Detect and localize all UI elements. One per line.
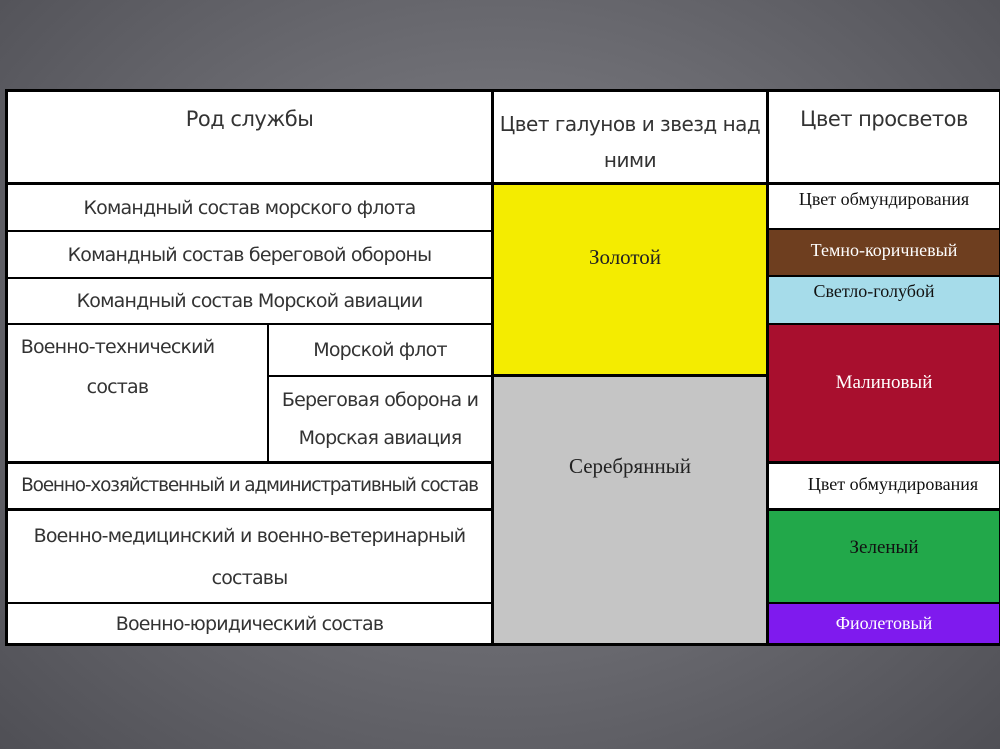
gap-uniform-1 [769,185,999,228]
header-stripe-color-line1: Цвет галунов и звезд над [499,112,761,136]
stripe-silver-cell [494,377,766,643]
stripe-gold-cell [494,185,766,374]
row-admin-staff [8,464,491,508]
row-legal-staff [8,604,491,643]
row-tech-coastal [269,377,491,461]
row-aviation-command-text: Командный состав Морской авиации [76,290,423,312]
row-tech-navy-text: Морской флот [313,339,447,361]
gap-uniform-2-text: Цвет обмундирования [807,473,979,494]
gap-light-blue [769,277,999,323]
stripe-silver-text: Серебрянный [568,454,692,478]
gap-dark-brown [769,230,999,275]
row-tech-coastal-line1: Береговая оборона и [281,389,479,411]
gap-violet [769,604,999,643]
row-tech-staff [8,325,267,461]
header-gap-color [769,92,999,182]
header-service-branch-text: Род службы [185,107,314,131]
header-stripe-color [494,92,766,182]
row-tech-coastal-line2: Морская авиация [298,427,462,449]
header-service-branch [8,92,491,182]
gap-dark-brown-text: Темно-коричневый [810,240,958,260]
row-tech-staff-line1: Военно-технический [20,336,215,358]
row-medical-line1: Военно-медицинский и военно-ветеринарный [33,524,466,547]
gap-green-text: Зеленый [849,537,919,558]
row-admin-staff-text: Военно-хозяйственный и административный состав [21,475,478,496]
header-stripe-color-line2: ними [603,148,657,172]
gap-crimson [769,325,999,461]
gap-light-blue-text: Светло-голубой [813,281,935,301]
gap-uniform-1-text: Цвет обмундирования [798,189,970,209]
row-medical-line2: составы [211,566,288,589]
row-coastal-command [8,232,491,277]
row-medical [8,511,491,602]
row-navy-command-text: Командный состав морского флота [83,196,416,219]
gap-crimson-text: Малиновый [835,372,933,393]
row-navy-command [8,185,491,230]
row-tech-staff-line2: состав [86,376,149,398]
row-legal-staff-text: Военно-юридический состав [115,612,384,635]
row-coastal-command-text: Командный состав береговой обороны [67,243,432,266]
row-aviation-command [8,279,491,323]
insignia-color-table [5,89,1000,646]
gap-uniform-2 [769,464,999,508]
stripe-gold-text: Золотой [588,245,662,269]
row-tech-navy [269,325,491,375]
gap-green [769,511,999,602]
gap-violet-text: Фиолетовый [835,613,933,633]
header-gap-color-text: Цвет просветов [800,107,968,131]
